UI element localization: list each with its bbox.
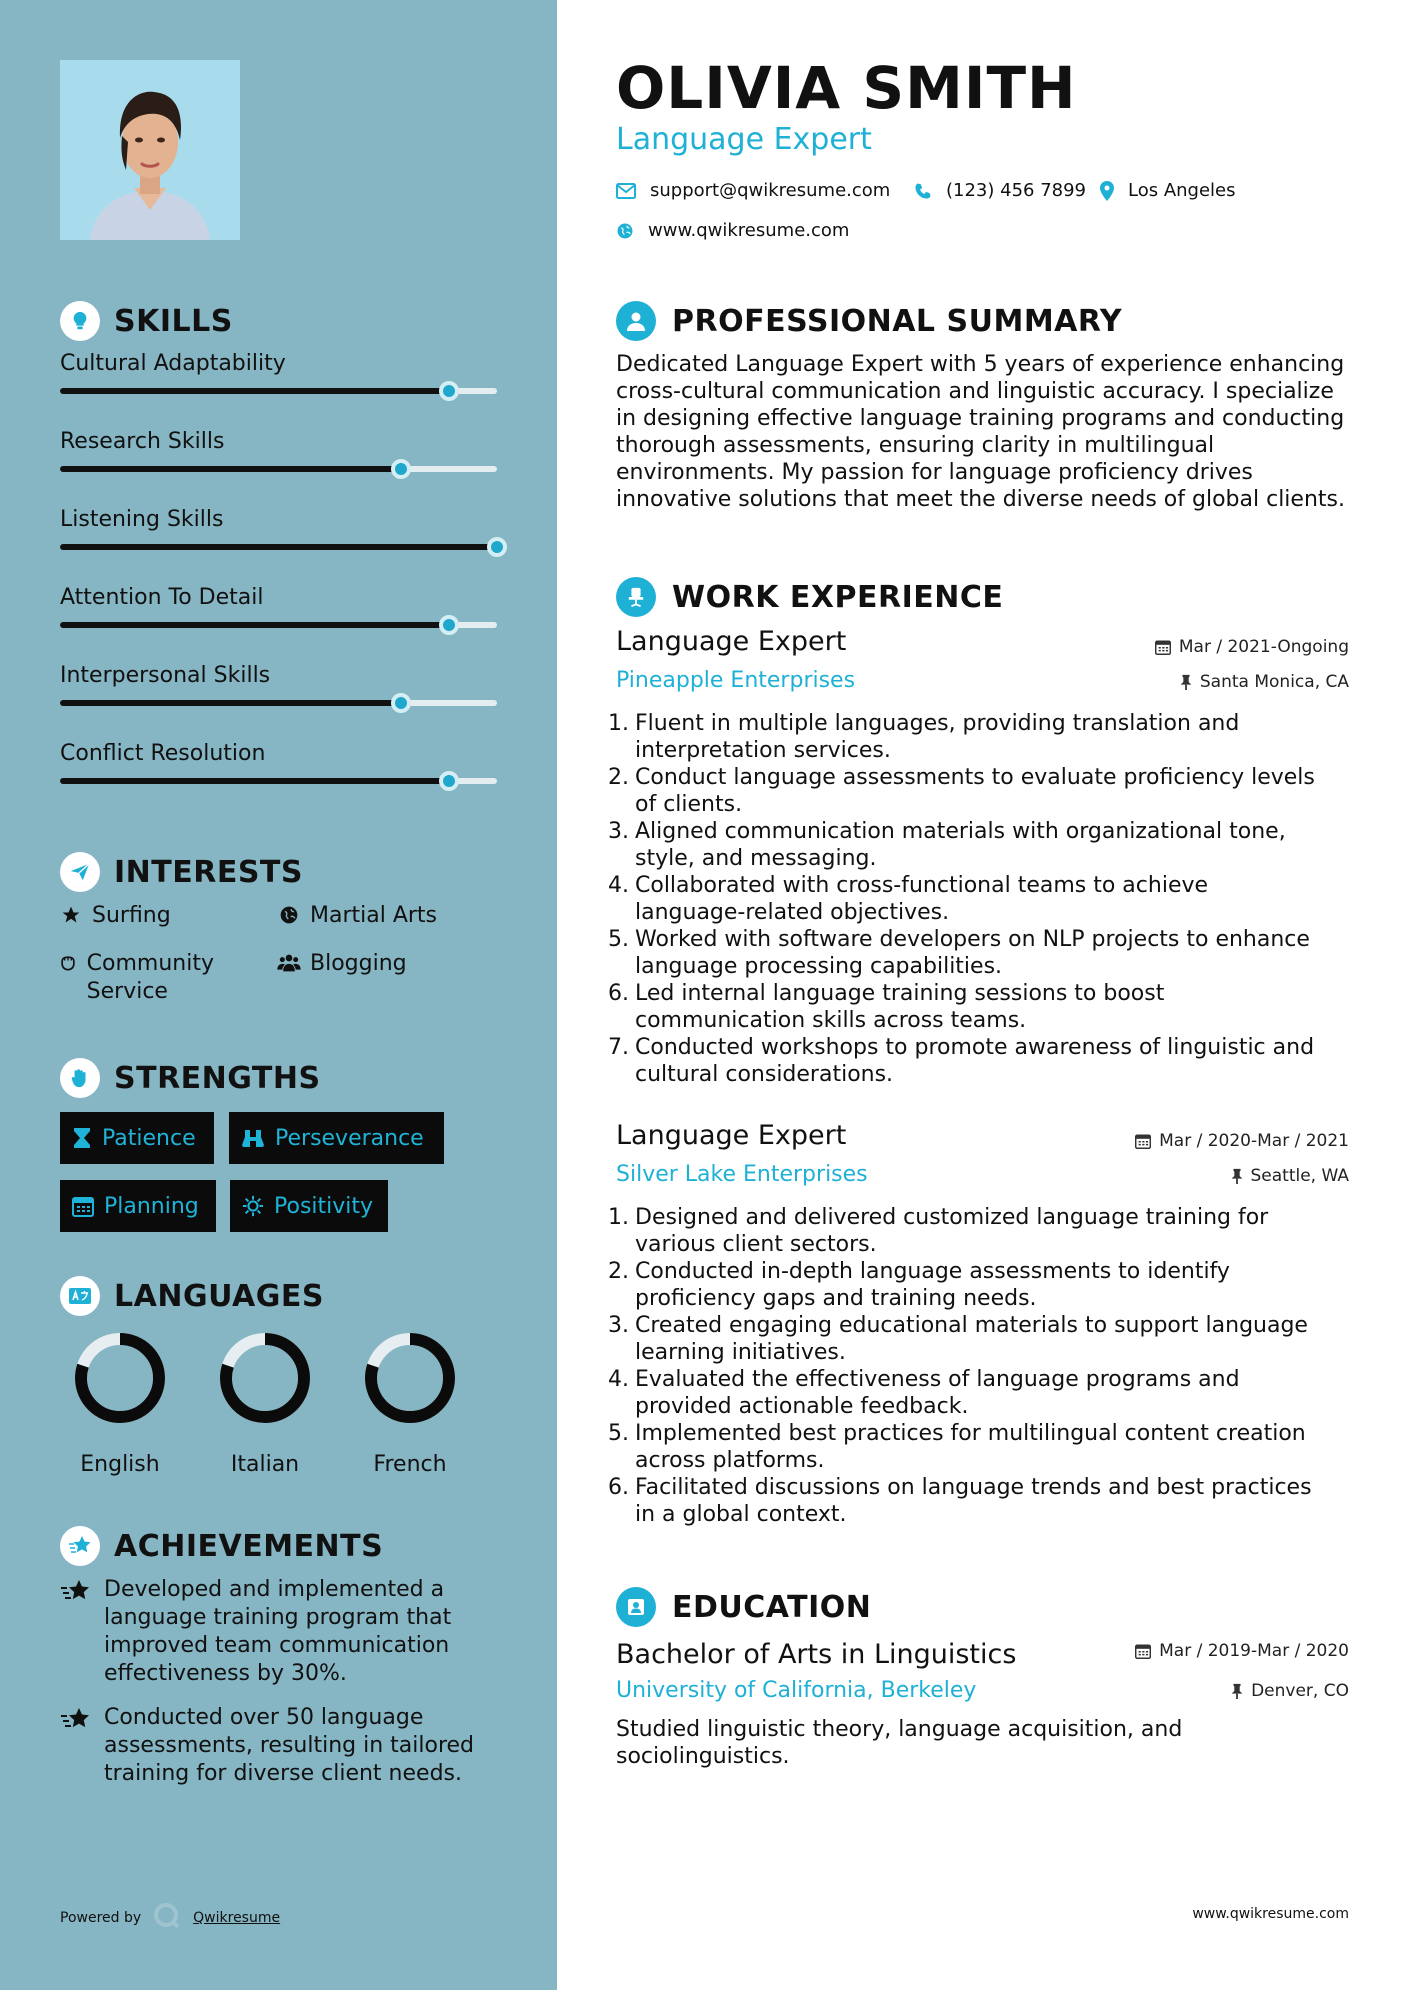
contact-location	[1100, 180, 1236, 201]
job-dates	[1135, 1131, 1349, 1151]
duty-item	[608, 980, 1360, 1034]
skill-knob	[487, 537, 507, 557]
duty-item	[608, 1366, 1360, 1420]
hourglass-icon	[72, 1127, 92, 1149]
location-text: Los Angeles	[1128, 180, 1236, 201]
language-ring	[362, 1330, 458, 1426]
language-item	[65, 1330, 175, 1477]
phone-text[interactable]: (123) 456 7899	[946, 180, 1087, 201]
sun-icon	[242, 1195, 264, 1217]
globe-icon	[276, 902, 302, 925]
duty-number: 3.	[608, 1313, 629, 1338]
interest-label: Surfing	[92, 903, 171, 928]
education-location	[1231, 1681, 1349, 1701]
website-text[interactable]: www.qwikresume.com	[648, 220, 850, 241]
skill-knob	[391, 459, 411, 479]
profile-photo	[60, 60, 240, 240]
job-company: Pineapple Enterprises	[616, 668, 856, 693]
pushpin-icon	[1231, 1168, 1243, 1184]
map-pin-icon	[1100, 181, 1114, 201]
contact-website	[616, 220, 849, 241]
candidate-role: Language Expert	[616, 122, 872, 157]
duty-line: provided actionable feedback.	[635, 1394, 969, 1419]
duty-number: 1.	[608, 711, 629, 736]
duty-text	[635, 818, 1286, 872]
job-location-text: Seattle, WA	[1250, 1166, 1349, 1186]
duty-item	[608, 710, 1360, 764]
user-icon	[616, 301, 656, 341]
skill-item	[60, 584, 497, 612]
strength-label: Planning	[104, 1193, 199, 1219]
duty-item	[608, 1034, 1360, 1088]
interest-item	[58, 902, 171, 930]
skill-knob	[439, 381, 459, 401]
fist-icon	[60, 1058, 100, 1098]
duty-number: 4.	[608, 873, 629, 898]
duty-line: language processing capabilities.	[635, 954, 1003, 979]
achievement-text: Developed and implemented a language training program that improved team communication effectiveness by 30%.	[104, 1577, 452, 1686]
duty-line: of clients.	[635, 792, 743, 817]
skill-fill	[60, 778, 449, 784]
education-heading	[616, 1587, 871, 1627]
education-heading-text: EDUCATION	[672, 1589, 872, 1625]
skill-label: Listening Skills	[60, 507, 224, 532]
duty-text	[635, 710, 1239, 764]
achievement-item	[60, 1704, 500, 1788]
degree-title: Bachelor of Arts in Linguistics	[616, 1639, 1017, 1670]
skill-knob	[391, 693, 411, 713]
duty-line: interpretation services.	[635, 738, 891, 763]
powered-by-label: Powered by	[60, 1910, 142, 1926]
job-dates	[1155, 637, 1349, 657]
skill-label: Cultural Adaptability	[60, 351, 286, 376]
education-dates-text: Mar / 2019-Mar / 2020	[1159, 1641, 1349, 1661]
email-text[interactable]: support@qwikresume.com	[650, 180, 891, 201]
qwikresume-logo-icon	[153, 1902, 181, 1934]
duty-line: Worked with software developers on NLP projects to enhance	[635, 927, 1310, 952]
language-ring	[72, 1330, 168, 1426]
skill-track	[60, 466, 497, 472]
skill-item	[60, 428, 497, 456]
duty-item	[608, 1258, 1360, 1312]
skill-track	[60, 778, 497, 784]
duty-line: communication skills across teams.	[635, 1008, 1027, 1033]
footer-url[interactable]: www.qwikresume.com	[1192, 1906, 1349, 1922]
duty-text	[635, 980, 1164, 1034]
duty-number: 4.	[608, 1367, 629, 1392]
duty-line: Created engaging educational materials to support language	[635, 1313, 1308, 1338]
sidebar	[0, 0, 557, 1990]
duty-text	[635, 926, 1310, 980]
skill-label: Interpersonal Skills	[60, 663, 271, 688]
duty-number: 5.	[608, 1421, 629, 1446]
skill-track	[60, 622, 497, 628]
duty-line: proficiency gaps and training needs.	[635, 1286, 1037, 1311]
skill-label: Attention To Detail	[60, 585, 264, 610]
duty-line: Aligned communication materials with organizational tone,	[635, 819, 1286, 844]
duty-text	[635, 1034, 1314, 1088]
interest-item	[276, 950, 407, 978]
office-chair-icon	[616, 577, 656, 617]
duty-line: Collaborated with cross-functional teams to achieve	[635, 873, 1209, 898]
summary-text: Dedicated Language Expert with 5 years of experience enhancing cross-cultural communication and linguistic accuracy. I specialize in designing effective language training programs and conducting thorough assessments, ensuring clarity in multilingual environments. My passion for language proficiency drives innovative solutions that meet the diverse needs of global clients.	[616, 352, 1345, 512]
skills-heading-text: SKILLS	[114, 303, 233, 339]
interest-item	[58, 950, 258, 1006]
skill-fill	[60, 700, 401, 706]
skill-knob	[439, 771, 459, 791]
duty-text	[635, 1312, 1308, 1366]
calendar-icon	[1135, 1643, 1151, 1659]
strength-badge	[60, 1112, 214, 1164]
duty-number: 6.	[608, 1475, 629, 1500]
interest-item	[276, 902, 437, 930]
summary-heading-text: PROFESSIONAL SUMMARY	[672, 303, 1123, 339]
duty-text	[635, 1204, 1268, 1258]
pushpin-icon	[1231, 1683, 1243, 1699]
duty-line: Led internal language training sessions to boost	[635, 981, 1165, 1006]
duty-text	[635, 764, 1315, 818]
interest-label: Martial Arts	[310, 903, 438, 928]
duty-number: 2.	[608, 1259, 629, 1284]
job-dates-text: Mar / 2021-Ongoing	[1178, 637, 1349, 657]
skill-knob	[439, 615, 459, 635]
duty-number: 5.	[608, 927, 629, 952]
powered-by	[60, 1902, 280, 1934]
skill-fill	[60, 466, 401, 472]
school-name: University of California, Berkeley	[616, 1678, 977, 1703]
qwikresume-link[interactable]: Qwikresume	[193, 1910, 281, 1926]
star-badge-icon	[60, 1526, 100, 1566]
strength-badge	[60, 1180, 216, 1232]
experience-heading	[616, 577, 1003, 617]
skill-track	[60, 544, 497, 550]
skill-item	[60, 350, 497, 378]
job-company: Silver Lake Enterprises	[616, 1162, 868, 1187]
strength-label: Patience	[102, 1125, 196, 1151]
star-icon	[58, 902, 84, 925]
achievements-heading	[60, 1526, 383, 1566]
duty-item	[608, 1312, 1360, 1366]
candidate-name: OLIVIA SMITH	[616, 54, 1077, 122]
duty-line: in a global context.	[635, 1502, 847, 1527]
duty-line: Implemented best practices for multilingual content creation	[635, 1421, 1306, 1446]
achievement-text: Conducted over 50 language assessments, resulting in tailored training for diverse client needs.	[104, 1705, 475, 1786]
contact-email	[616, 180, 890, 201]
calendar-icon	[1155, 639, 1171, 655]
duty-item	[608, 1474, 1360, 1528]
duty-line: various client sectors.	[635, 1232, 877, 1257]
envelope-icon	[616, 183, 636, 199]
duty-line: cultural considerations.	[635, 1062, 894, 1087]
duty-item	[608, 1204, 1360, 1258]
skills-heading	[60, 301, 233, 341]
job-location-text: Santa Monica, CA	[1199, 672, 1349, 692]
duty-number: 6.	[608, 981, 629, 1006]
hand-icon	[58, 950, 79, 973]
duty-line: Designed and delivered customized language training for	[635, 1205, 1269, 1230]
interest-label: Community Service	[86, 951, 214, 1004]
duty-line: language-related objectives.	[635, 900, 950, 925]
duty-number: 7.	[608, 1035, 629, 1060]
achievements-heading-text: ACHIEVEMENTS	[114, 1528, 384, 1564]
language-item	[355, 1330, 465, 1477]
users-icon	[276, 950, 302, 973]
paper-plane-icon	[60, 852, 100, 892]
duty-text	[635, 1474, 1312, 1528]
job-location	[1231, 1166, 1350, 1186]
job-dates-text: Mar / 2020-Mar / 2021	[1159, 1131, 1349, 1151]
duty-line: across platforms.	[635, 1448, 825, 1473]
skill-fill	[60, 388, 449, 394]
education-description: Studied linguistic theory, language acquisition, and sociolinguistics.	[616, 1717, 1183, 1769]
skill-label: Research Skills	[60, 429, 225, 454]
language-label: Italian	[230, 1452, 300, 1477]
contact-phone	[914, 180, 1086, 201]
job-duties	[608, 710, 1360, 1088]
star-icon	[60, 1576, 92, 1607]
duty-text	[635, 1366, 1240, 1420]
globe-icon	[616, 222, 634, 240]
duty-text	[635, 1420, 1306, 1474]
job-title: Language Expert	[616, 626, 847, 657]
languages-heading	[60, 1276, 324, 1316]
language-label: French	[373, 1452, 447, 1477]
skill-fill	[60, 622, 449, 628]
skill-item	[60, 740, 497, 768]
skill-track	[60, 388, 497, 394]
star-icon	[60, 1704, 92, 1735]
interest-label: Blogging	[310, 951, 407, 976]
duty-item	[608, 1420, 1360, 1474]
duty-line: Fluent in multiple languages, providing translation and	[635, 711, 1240, 736]
skill-track	[60, 700, 497, 706]
strengths-heading-text: STRENGTHS	[114, 1060, 321, 1096]
skill-fill	[60, 544, 497, 550]
duty-number: 2.	[608, 765, 629, 790]
summary-heading	[616, 301, 1122, 341]
strength-label: Perseverance	[275, 1125, 424, 1151]
achievement-item	[60, 1576, 500, 1688]
skill-item	[60, 662, 497, 690]
language-label: English	[80, 1452, 160, 1477]
experience-heading-text: WORK EXPERIENCE	[672, 579, 1004, 615]
pushpin-icon	[1180, 674, 1192, 690]
job-title: Language Expert	[616, 1120, 847, 1151]
interests-heading-text: INTERESTS	[114, 854, 303, 890]
job-location	[1180, 672, 1349, 692]
duty-line: Facilitated discussions on language trends and best practices	[635, 1475, 1312, 1500]
duty-item	[608, 872, 1360, 926]
lightbulb-icon	[60, 301, 100, 341]
graduate-icon	[616, 1587, 656, 1627]
duty-text	[635, 872, 1208, 926]
duty-line: Conducted workshops to promote awareness of linguistic and	[635, 1035, 1315, 1060]
interests-heading	[60, 852, 303, 892]
duty-text	[635, 1258, 1230, 1312]
duty-line: Evaluated the effectiveness of language programs and	[635, 1367, 1240, 1392]
skill-item	[60, 506, 497, 534]
education-location-text: Denver, CO	[1251, 1681, 1349, 1701]
strength-badge	[229, 1112, 444, 1164]
duty-item	[608, 926, 1360, 980]
duty-line: style, and messaging.	[635, 846, 877, 871]
languages-heading-text: LANGUAGES	[114, 1278, 324, 1314]
strength-badge	[230, 1180, 388, 1232]
job-duties	[608, 1204, 1360, 1528]
education-dates	[1135, 1641, 1349, 1661]
strength-label: Positivity	[274, 1193, 374, 1219]
calendar-icon	[1135, 1133, 1151, 1149]
calendar-icon	[72, 1195, 94, 1217]
language-ring	[217, 1330, 313, 1426]
language-card-icon	[60, 1276, 100, 1316]
duty-line: Conducted in-depth language assessments to identify	[635, 1259, 1230, 1284]
portrait-illustration	[60, 60, 240, 240]
duty-number: 1.	[608, 1205, 629, 1230]
skill-label: Conflict Resolution	[60, 741, 266, 766]
duty-line: learning initiatives.	[635, 1340, 846, 1365]
binoculars-icon	[241, 1127, 265, 1149]
phone-icon	[914, 182, 932, 200]
duty-number: 3.	[608, 819, 629, 844]
duty-item	[608, 818, 1360, 872]
strengths-heading	[60, 1058, 321, 1098]
duty-item	[608, 764, 1360, 818]
duty-line: Conduct language assessments to evaluate proficiency levels	[635, 765, 1315, 790]
language-item	[210, 1330, 320, 1477]
